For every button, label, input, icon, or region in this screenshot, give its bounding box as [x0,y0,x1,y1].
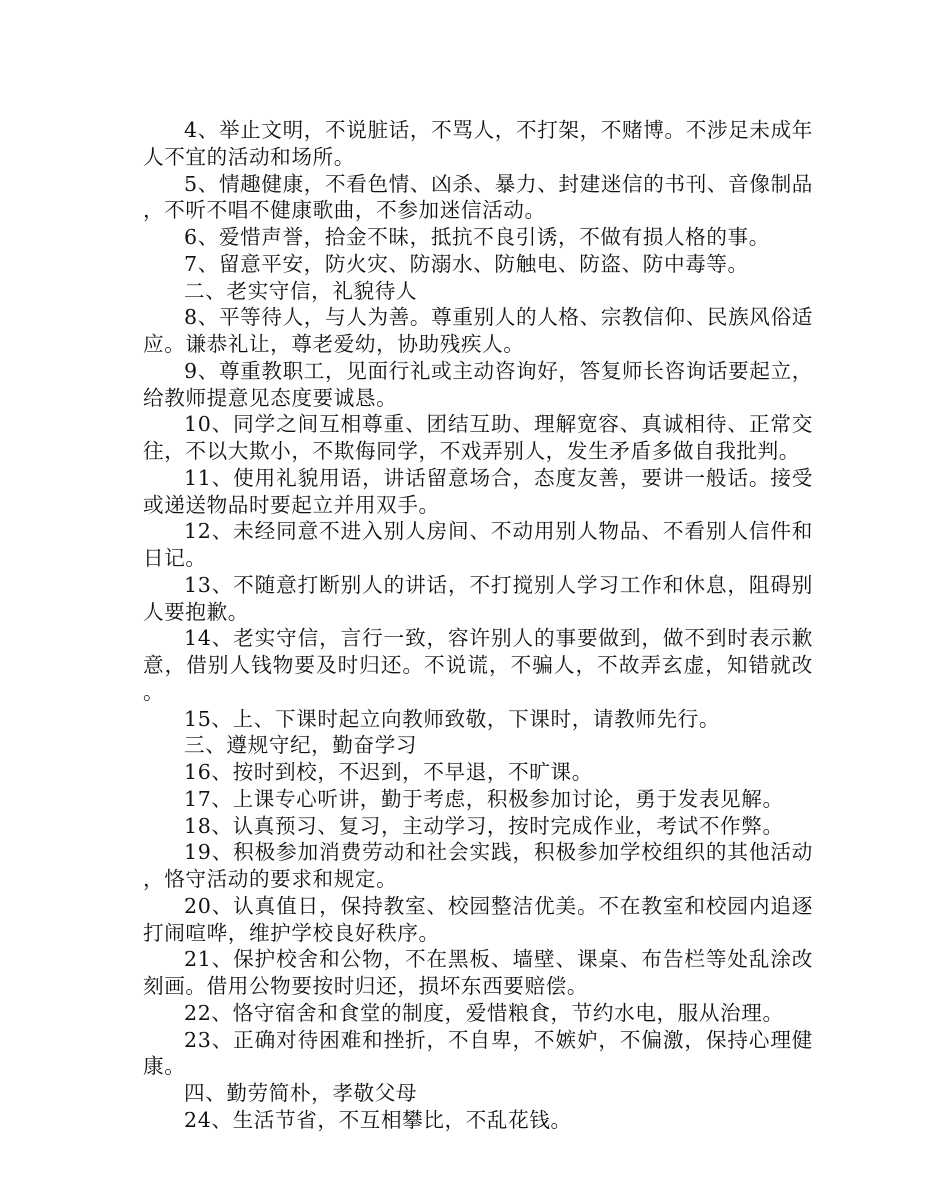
rule-14: 14、老实守信，言行一致，容许别人的事要做到，做不到时表示歉意，借别人钱物要及时归还。不说谎，不骗人，不故弄玄虚，知错就改。 [143,626,813,704]
rule-20: 20、认真值日，保持教室、校园整洁优美。不在教室和校园内追逐打闹喧哗，维护学校良好秩序。 [143,893,813,945]
rule-23: 23、正确对待困难和挫折，不自卑，不嫉妒，不偏激，保持心理健康。 [143,1027,813,1079]
document-body [143,117,813,1134]
rule-7: 7、留意平安，防火灾、防溺水、防触电、防盗、防中毒等。 [184,251,749,276]
rule-19: 19、积极参加消费劳动和社会实践，积极参加学校组织的其他活动，恪守活动的要求和规定。 [143,840,813,891]
rule-15: 15、上、下课时起立向教师致敬，下课时，请教师先行。 [184,706,721,731]
rule-10: 10、同学之间互相尊重、团结互助、理解宽容、真诚相待、正常交往，不以大欺小，不欺侮同学，不戏弄别人，发生矛盾多做自我批判。 [143,412,813,463]
rule-12: 12、未经同意不进入别人房间、不动用别人物品、不看别人信件和日记。 [143,519,813,570]
rule-5: 5、情趣健康，不看色情、凶杀、暴力、封建迷信的书刊、音像制品，不听不唱不健康歌曲，不参加迷信活动。 [143,171,813,223]
rule-11: 11、使用礼貌用语，讲话留意场合，态度友善，要讲一般话。接受或递送物品时要起立并用双手。 [143,465,813,517]
rule-4: 4、举止文明，不说脏话，不骂人，不打架，不赌博。不涉足未成年人不宜的活动和场所。 [143,118,813,169]
section-heading-2: 二、老实守信，礼貌待人 [184,278,418,303]
rule-18: 18、认真预习、复习，主动学习，按时完成作业，考试不作弊。 [184,813,784,838]
rule-6: 6、爱惜声誉，拾金不昧，抵抗不良引诱，不做有损人格的事。 [184,225,770,249]
rule-16: 16、按时到校，不迟到，不早退，不旷课。 [184,760,593,784]
rule-17: 17、上课专心听讲，勤于考虑，积极参加讨论，勇于发表见解。 [184,786,784,811]
section-heading-4: 四、勤劳简朴，孝敬父母 [184,1081,418,1105]
rule-13: 13、不随意打断别人的讲话，不打搅别人学习工作和休息，阻碍别人要抱歉。 [143,572,813,624]
rule-24: 24、生活节省，不互相攀比，不乱花钱。 [184,1107,572,1132]
rule-9: 9、尊重教职工，见面行礼或主动咨询好，答复师长咨询话要起立，给教师提意见态度要诚恳。 [143,358,813,410]
rule-21: 21、保护校舍和公物，不在黑板、墙壁、课桌、布告栏等处乱涂改刻画。借用公物要按时归还，损坏东西要赔偿。 [143,947,813,998]
section-heading-3: 三、遵规守纪，勤奋学习 [184,733,418,758]
rule-22: 22、恪守宿舍和食堂的制度，爱惜粮食，节约水电，服从治理。 [184,1000,784,1025]
rule-8: 8、平等待人，与人为善。尊重别人的人格、宗教信仰、民族风俗适应。谦恭礼让，尊老爱幼，协助残疾人。 [143,305,813,356]
